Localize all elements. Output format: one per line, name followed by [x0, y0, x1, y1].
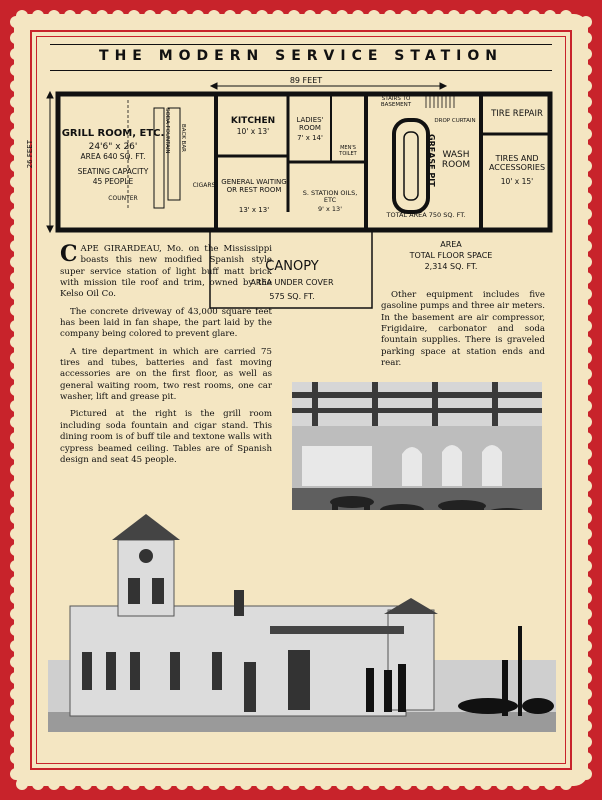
- scallop-dot: [10, 128, 22, 140]
- waiting-room-label: GENERAL WAITING OR REST ROOM: [221, 178, 287, 195]
- scallop-dot: [544, 10, 556, 22]
- scallop-dot: [580, 656, 592, 668]
- article-right-column: [381, 290, 545, 375]
- grill-room-size: 24'6" x 26': [88, 142, 138, 152]
- scallop-dot: [10, 256, 22, 268]
- scallop-dot: [580, 720, 592, 732]
- scallop-dot: [10, 64, 22, 76]
- seating-label: SEATING CAPACITY: [77, 167, 149, 176]
- scallop-dot: [580, 368, 592, 380]
- scallop-dot: [580, 704, 592, 716]
- scallop-dot: [192, 10, 204, 22]
- scallop-dot: [580, 608, 592, 620]
- scallop-dot: [176, 10, 188, 22]
- scallop-dot: [10, 96, 22, 108]
- scallop-dot: [580, 144, 592, 156]
- scallop-dot: [10, 320, 22, 332]
- scallop-dot: [10, 480, 22, 492]
- scallop-dot: [272, 778, 284, 790]
- title-rule-top: [50, 44, 552, 45]
- scallop-dot: [192, 778, 204, 790]
- scallop-dot: [580, 240, 592, 252]
- seating-value: 45 PEOPLE: [92, 177, 134, 186]
- scallop-dot: [496, 778, 508, 790]
- paragraph-3: A tire department in which are carried 75 tires and tubes, batteries and fast moving accessories are on the first floor, as well as general waiting room, two rest rooms, one car washer, lift and grease pit.: [60, 346, 272, 403]
- scallop-dot: [10, 528, 22, 540]
- scallop-dot: [580, 128, 592, 140]
- tires-label: TIRES AND ACCESSORIES: [488, 154, 546, 173]
- scallop-dot: [10, 736, 22, 748]
- scallop-dot: [580, 176, 592, 188]
- total-floor-label: TOTAL FLOOR SPACE: [409, 251, 493, 260]
- scallop-dot: [580, 736, 592, 748]
- scallop-dot: [580, 480, 592, 492]
- scallop-dot: [96, 778, 108, 790]
- scallop-dot: [580, 320, 592, 332]
- scallop-dot: [10, 368, 22, 380]
- scallop-dot: [580, 208, 592, 220]
- drop-curtain-label: DROP CURTAIN: [434, 118, 476, 124]
- scallop-dot: [448, 10, 460, 22]
- scallop-dot: [580, 640, 592, 652]
- scallop-dot: [464, 778, 476, 790]
- scallop-dot: [10, 704, 22, 716]
- tire-repair-label: TIRE REPAIR: [491, 109, 543, 119]
- scallop-dot: [32, 10, 44, 22]
- scallop-dot: [10, 240, 22, 252]
- scallop-dot: [512, 10, 524, 22]
- scallop-dot: [10, 112, 22, 124]
- scallop-dot: [176, 778, 188, 790]
- scallop-dot: [580, 16, 592, 28]
- scallop-dot: [320, 10, 332, 22]
- scallop-dot: [432, 778, 444, 790]
- scallop-dot: [128, 778, 140, 790]
- scallop-dot: [580, 688, 592, 700]
- scallop-dot: [10, 608, 22, 620]
- scallop-dot: [256, 10, 268, 22]
- scallop-dot: [288, 10, 300, 22]
- title-rule-bottom: [50, 70, 552, 71]
- ladies-room-size: 7' x 14': [297, 134, 323, 142]
- wash-room-label: WASH ROOM: [441, 150, 471, 171]
- depth-dimension: 26 FEET: [26, 140, 34, 169]
- paragraph-1: APE GIRARDEAU, Mo. on the Mississippi boasts this new modified Spanish style super service station of light buff matt brick with mission tile roof and trim, owned by the Kelso Oil Co.: [60, 244, 272, 300]
- scallop-dot: [464, 10, 476, 22]
- scallop-dot: [10, 352, 22, 364]
- scallop-dot: [10, 576, 22, 588]
- scallop-dot: [580, 592, 592, 604]
- scallop-dot: [10, 176, 22, 188]
- scallop-dot: [448, 778, 460, 790]
- paragraph-4: Pictured at the right is the grill room including soda fountain and cigar stand. This dining room is of buff tile and textone walls with cypress beamed ceiling. Tables are of Spanish design and seat 45 people.: [60, 409, 272, 465]
- scallop-dot: [580, 672, 592, 684]
- scallop-dot: [160, 10, 172, 22]
- scallop-dot: [10, 272, 22, 284]
- scallop-dot: [580, 96, 592, 108]
- scallop-dot: [10, 592, 22, 604]
- scallop-dot: [272, 10, 284, 22]
- kitchen-size: 10' x 13': [236, 127, 270, 136]
- scallop-dot: [528, 778, 540, 790]
- canopy-area: 575 SQ. FT.: [269, 292, 315, 301]
- scallop-dot: [112, 10, 124, 22]
- scallop-dot: [580, 496, 592, 508]
- station-building-photo: [48, 510, 556, 732]
- scallop-dot: [10, 448, 22, 460]
- scallop-dot: [580, 352, 592, 364]
- scallop-dot: [10, 768, 22, 780]
- scallop-dot: [10, 384, 22, 396]
- scallop-dot: [580, 448, 592, 460]
- scallop-dot: [10, 336, 22, 348]
- scallop-dot: [384, 10, 396, 22]
- scallop-dot: [580, 160, 592, 172]
- scallop-dot: [128, 10, 140, 22]
- scallop-dot: [10, 496, 22, 508]
- scallop-dot: [10, 720, 22, 732]
- kitchen-label: KITCHEN: [230, 116, 276, 126]
- page-title: THE MODERN SERVICE STATION: [99, 48, 503, 64]
- scallop-dot: [240, 778, 252, 790]
- counter-label: COUNTER: [108, 195, 138, 202]
- scallop-dot: [10, 160, 22, 172]
- ladies-room-label: LADIES' ROOM: [296, 116, 324, 133]
- scallop-dot: [580, 272, 592, 284]
- scallop-dot: [560, 10, 572, 22]
- wash-area-label: TOTAL AREA 750 SQ. FT.: [386, 211, 466, 219]
- scallop-dot: [580, 576, 592, 588]
- paragraph-5: Other equipment includes five gasoline pumps and three air meters. In the basement are air compressor, Frigidaire, carbonator and soda fountain supplies. There is graveled parking space at station ends and rear.: [381, 290, 545, 369]
- scallop-dot: [580, 192, 592, 204]
- scallop-dot: [10, 640, 22, 652]
- scallop-dot: [580, 336, 592, 348]
- scallop-dot: [96, 10, 108, 22]
- width-dimension: 89 FEET: [274, 76, 338, 85]
- scallop-dot: [580, 304, 592, 316]
- scallop-dot: [416, 778, 428, 790]
- mens-toilet-label: MEN'S TOILET: [339, 145, 357, 157]
- scallop-dot: [384, 778, 396, 790]
- scallop-dot: [240, 10, 252, 22]
- scallop-dot: [304, 10, 316, 22]
- scallop-dot: [580, 464, 592, 476]
- back-bar-label: BACK BAR: [180, 124, 186, 152]
- scallop-dot: [580, 32, 592, 44]
- station-office-label: S. STATION OILS, ETC: [302, 189, 358, 205]
- scallop-dot: [160, 778, 172, 790]
- scallop-dot: [512, 778, 524, 790]
- scallop-dot: [580, 768, 592, 780]
- scallop-dot: [304, 778, 316, 790]
- scallop-dot: [580, 256, 592, 268]
- stairs-label: STAIRS TO BASEMENT: [380, 96, 412, 109]
- scallop-dot: [10, 544, 22, 556]
- scallop-dot: [400, 10, 412, 22]
- scallop-dot: [144, 10, 156, 22]
- scallop-dot: [352, 10, 364, 22]
- scallop-dot: [580, 544, 592, 556]
- scallop-dot: [10, 560, 22, 572]
- scallop-dot: [32, 778, 44, 790]
- scallop-dot: [544, 778, 556, 790]
- waiting-room-size: 13' x 13': [238, 206, 270, 214]
- scallop-dot: [256, 778, 268, 790]
- scallop-dot: [208, 10, 220, 22]
- scallop-dot: [48, 10, 60, 22]
- scallop-dot: [580, 112, 592, 124]
- scallop-dot: [580, 432, 592, 444]
- scallop-dot: [580, 288, 592, 300]
- scallop-dot: [48, 778, 60, 790]
- total-floor-value: 2,314 SQ. FT.: [424, 262, 478, 271]
- scallop-dot: [580, 416, 592, 428]
- scallop-dot: [416, 10, 428, 22]
- scallop-dot: [10, 16, 22, 28]
- total-area-label: AREA: [440, 240, 462, 249]
- scallop-dot: [10, 192, 22, 204]
- scallop-dot: [496, 10, 508, 22]
- scallop-dot: [580, 80, 592, 92]
- scallop-dot: [10, 304, 22, 316]
- scallop-dot: [10, 48, 22, 60]
- scallop-dot: [224, 10, 236, 22]
- scallop-dot: [368, 10, 380, 22]
- scallop-dot: [64, 778, 76, 790]
- scallop-dot: [208, 778, 220, 790]
- scallop-dot: [580, 384, 592, 396]
- scallop-dot: [10, 432, 22, 444]
- scallop-dot: [288, 778, 300, 790]
- scallop-dot: [10, 288, 22, 300]
- scallop-dot: [80, 778, 92, 790]
- scallop-dot: [580, 400, 592, 412]
- scallop-dot: [64, 10, 76, 22]
- soda-fountain-label: SODA FOUNTAIN: [164, 108, 170, 154]
- scallop-dot: [400, 778, 412, 790]
- scallop-dot: [320, 778, 332, 790]
- scallop-dot: [560, 778, 572, 790]
- scallop-dot: [10, 80, 22, 92]
- tires-size: 10' x 15': [500, 177, 534, 186]
- station-office-size: 9' x 13': [318, 205, 342, 213]
- scallop-dot: [10, 688, 22, 700]
- scallop-dot: [580, 560, 592, 572]
- grease-pit-label: GREASE PIT: [427, 134, 436, 187]
- canopy-sub: AREA UNDER COVER: [250, 278, 334, 287]
- scallop-dot: [144, 778, 156, 790]
- cigars-label: CIGARS: [192, 182, 216, 189]
- scallop-dot: [16, 778, 28, 790]
- scallop-dot: [10, 672, 22, 684]
- scallop-dot: [580, 512, 592, 524]
- scallop-dot: [480, 10, 492, 22]
- scallop-dot: [580, 64, 592, 76]
- scallop-dot: [580, 48, 592, 60]
- scallop-dot: [432, 10, 444, 22]
- grill-room-area: AREA 640 SQ. FT.: [80, 152, 146, 161]
- scallop-dot: [10, 656, 22, 668]
- article-left-column: [60, 241, 272, 472]
- scallop-dot: [10, 624, 22, 636]
- drop-cap: C: [60, 241, 78, 267]
- scallop-dot: [480, 778, 492, 790]
- scallop-dot: [580, 624, 592, 636]
- scallop-dot: [10, 752, 22, 764]
- paragraph-2: The concrete driveway of 43,000 square feet has been laid in fan shape, the part laid by the company being colored to prevent glare.: [60, 306, 272, 340]
- scallop-dot: [10, 464, 22, 476]
- scallop-dot: [352, 778, 364, 790]
- grill-room-label: GRILL ROOM, ETC.: [61, 128, 165, 139]
- canopy-label: CANOPY: [265, 259, 319, 274]
- scallop-dot: [10, 144, 22, 156]
- scallop-dot: [580, 752, 592, 764]
- scallop-dot: [224, 778, 236, 790]
- scallop-dot: [368, 778, 380, 790]
- scallop-dot: [112, 778, 124, 790]
- scallop-dot: [10, 32, 22, 44]
- scallop-dot: [10, 416, 22, 428]
- scallop-dot: [10, 208, 22, 220]
- scallop-dot: [580, 224, 592, 236]
- scallop-dot: [580, 528, 592, 540]
- scallop-dot: [528, 10, 540, 22]
- scallop-dot: [10, 400, 22, 412]
- scallop-dot: [80, 10, 92, 22]
- scallop-dot: [10, 224, 22, 236]
- scallop-dot: [10, 512, 22, 524]
- scallop-dot: [336, 778, 348, 790]
- scallop-dot: [336, 10, 348, 22]
